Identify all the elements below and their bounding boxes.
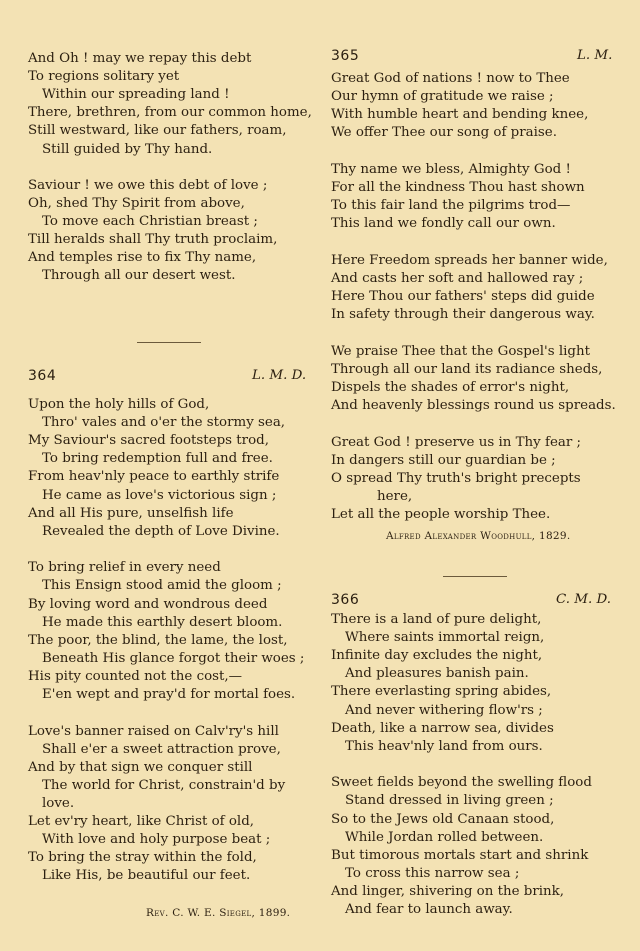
verse-line: To bring redemption full and free. bbox=[42, 451, 273, 467]
verse-line: And casts her soft and hallowed ray ; bbox=[331, 270, 584, 286]
verse-line: So to the Jews old Canaan stood, bbox=[331, 811, 555, 827]
verse-line: here, bbox=[377, 488, 413, 504]
verse-line: Thy name we bless, Almighty God ! bbox=[331, 161, 571, 177]
verse-line: Within our spreading land ! bbox=[42, 87, 230, 103]
verse-line: Here Freedom spreads her banner wide, bbox=[331, 252, 608, 268]
verse-line: While Jordan rolled between. bbox=[345, 829, 544, 845]
verse-line: Oh, shed Thy Spirit from above, bbox=[28, 195, 245, 211]
hymn-number: 364 bbox=[28, 368, 57, 384]
verse-line: Through all our desert west. bbox=[42, 268, 236, 284]
verse-line: For all the kindness Thou hast shown bbox=[331, 180, 585, 195]
verse-line: Let ev'ry heart, like Christ of old, bbox=[28, 814, 255, 830]
verse-line: With humble heart and bending knee, bbox=[331, 107, 589, 123]
verse-line: Our hymn of gratitude we raise ; bbox=[331, 89, 554, 105]
verse-line: And pleasures banish pain. bbox=[345, 666, 529, 682]
hymn-number: 366 bbox=[331, 592, 360, 608]
verse-line: This heav'nly land from ours. bbox=[345, 738, 543, 754]
verse-line: And linger, shivering on the brink, bbox=[331, 883, 565, 899]
verse-line: And Oh ! may we repay this debt bbox=[28, 51, 252, 66]
section-divider bbox=[137, 342, 201, 343]
verse-line: Love's banner raised on Calv'ry's hill bbox=[28, 723, 279, 739]
hymn-number: 365 bbox=[331, 48, 360, 64]
section-divider bbox=[443, 576, 507, 577]
verse-line: Stand dressed in living green ; bbox=[345, 793, 554, 809]
verse-line: Death, like a narrow sea, divides bbox=[331, 720, 554, 736]
verse-line: And temples rise to fix Thy name, bbox=[28, 250, 257, 265]
verse-line: Saviour ! we owe this debt of love ; bbox=[28, 177, 268, 193]
verse-line: love. bbox=[42, 796, 75, 811]
verse-line: There is a land of pure delight, bbox=[331, 612, 542, 627]
verse-line: We offer Thee our song of praise. bbox=[331, 125, 557, 141]
verse-line: To bring relief in every need bbox=[28, 560, 221, 576]
verse-line: The poor, the blind, the lame, the lost, bbox=[28, 632, 288, 648]
verse-line: E'en wept and pray'd for mortal foes. bbox=[42, 687, 296, 702]
verse-line: To move each Christian breast ; bbox=[42, 213, 258, 229]
verse-line: There everlasting spring abides, bbox=[331, 684, 552, 700]
verse-line: Thro' vales and o'er the stormy sea, bbox=[42, 415, 286, 431]
verse-line: With love and holy purpose beat ; bbox=[42, 832, 271, 848]
verse-line: There, brethren, from our common home, bbox=[28, 105, 312, 121]
verse-line: Revealed the depth of Love Divine. bbox=[42, 523, 280, 539]
verse-line: Here Thou our fathers' steps did guide bbox=[331, 289, 595, 304]
verse-line: Upon the holy hills of God, bbox=[28, 397, 210, 412]
verse-line: Let all the people worship Thee. bbox=[331, 507, 551, 522]
verse-line: From heav'nly peace to earthly strife bbox=[28, 469, 280, 485]
verse-line: But timorous mortals start and shrink bbox=[331, 847, 589, 863]
verse-line: And by that sign we conquer still bbox=[28, 759, 253, 775]
verse-line: This Ensign stood amid the gloom ; bbox=[42, 578, 282, 594]
verse-line: Dispels the shades of error's night, bbox=[331, 379, 570, 395]
verse-line: My Saviour's sacred footsteps trod, bbox=[28, 433, 269, 449]
verse-line: Shall e'er a sweet attraction prove, bbox=[42, 741, 281, 757]
verse-line: Till heralds shall Thy truth proclaim, bbox=[28, 231, 278, 247]
verse-line: This land we fondly call our own. bbox=[331, 216, 556, 232]
verse-line: And never withering flow'rs ; bbox=[345, 702, 543, 718]
verse-line: Great God of nations ! now to Thee bbox=[331, 71, 570, 86]
verse-line: In dangers still our guardian be ; bbox=[331, 452, 556, 468]
hymn-author: Rev. C. W. E. Siegel, 1899. bbox=[146, 907, 291, 919]
verse-line: And all His pure, unselfish life bbox=[28, 505, 234, 521]
hymn-author: Alfred Alexander Woodhull, 1829. bbox=[386, 530, 571, 542]
verse-line: Still guided by Thy hand. bbox=[42, 141, 213, 157]
verse-line: Still westward, like our fathers, roam, bbox=[28, 123, 287, 139]
verse-line: Like His, be beautiful our feet. bbox=[42, 868, 251, 884]
verse-line: To regions solitary yet bbox=[28, 69, 180, 85]
verse-line: To cross this narrow sea ; bbox=[345, 865, 520, 881]
verse-line: And heavenly blessings round us spreads. bbox=[331, 398, 616, 413]
verse-line: His pity counted not the cost,— bbox=[28, 668, 243, 684]
verse-line: The world for Christ, constrain'd by bbox=[42, 777, 286, 793]
verse-line: Great God ! preserve us in Thy fear ; bbox=[331, 434, 582, 450]
verse-line: Through all our land its radiance sheds, bbox=[331, 361, 603, 377]
verse-line: And fear to launch away. bbox=[345, 902, 513, 917]
verse-line: Where saints immortal reign, bbox=[345, 630, 545, 646]
verse-line: In safety through their dangerous way. bbox=[331, 307, 595, 323]
hymn-meter: C. M. D. bbox=[556, 592, 612, 607]
hymn-meter: L. M. D. bbox=[252, 368, 307, 383]
hymn-meter: L. M. bbox=[577, 48, 613, 63]
verse-line: O spread Thy truth's bright precepts bbox=[331, 470, 581, 486]
verse-line: He came as love's victorious sign ; bbox=[42, 487, 277, 503]
verse-line: By loving word and wondrous deed bbox=[28, 596, 268, 612]
verse-line: To bring the stray within the fold, bbox=[28, 850, 257, 866]
verse-line: He made this earthly desert bloom. bbox=[42, 614, 283, 630]
verse-line: Sweet fields beyond the swelling flood bbox=[331, 775, 592, 791]
verse-line: We praise Thee that the Gospel's light bbox=[331, 343, 590, 359]
verse-line: Beneath His glance forgot their woes ; bbox=[42, 650, 305, 666]
verse-line: Infinite day excludes the night, bbox=[331, 648, 543, 664]
verse-line: To this fair land the pilgrims trod— bbox=[331, 198, 571, 214]
